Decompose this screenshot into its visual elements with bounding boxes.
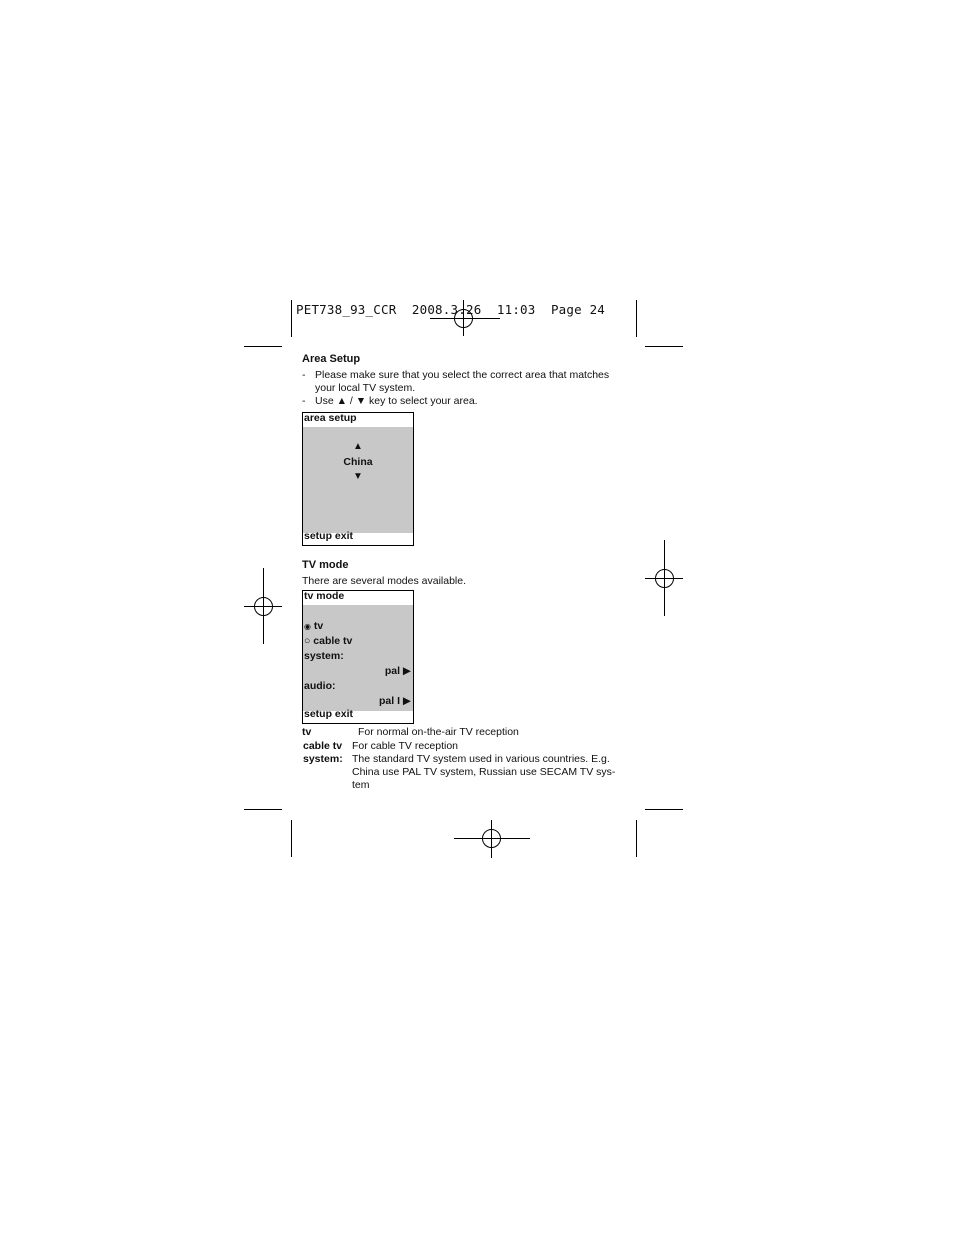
- bullet-text: Use ▲ / ▼ key to select your area.: [315, 395, 478, 407]
- bullet-text: Please make sure that you select the correct area that matches your local TV system.: [315, 369, 610, 394]
- option-tv[interactable]: [304, 620, 323, 632]
- radio-selected-icon: ◉: [304, 622, 311, 631]
- crop-mark: [645, 346, 683, 347]
- crop-mark: [244, 809, 282, 810]
- screen-title: tv mode: [304, 590, 345, 602]
- bullet-marker: -: [302, 395, 306, 407]
- screen-footer: setup exit: [304, 708, 354, 720]
- audio-value[interactable]: pal I ▶: [379, 695, 411, 707]
- definition-text: The standard TV system used in various countries. E.g. China use PAL TV system, Russian use SECAM TV sys-tem: [352, 753, 616, 791]
- registration-mark-bottom: [454, 820, 530, 858]
- system-value[interactable]: pal ▶: [384, 665, 411, 677]
- system-label: system:: [304, 650, 344, 662]
- bullet-marker: -: [302, 369, 306, 381]
- radio-unselected-icon: ○: [304, 635, 311, 647]
- option-label: cable tv: [313, 635, 353, 647]
- screen-content-area: [303, 605, 413, 711]
- screen-title: area setup: [304, 412, 357, 424]
- tv-mode-screen: [302, 590, 414, 724]
- screen-footer: setup exit: [304, 530, 354, 542]
- tv-mode-heading: TV mode: [302, 559, 349, 571]
- crop-mark: [636, 300, 637, 337]
- area-setup-heading: Area Setup: [302, 353, 361, 365]
- crop-mark: [244, 346, 282, 347]
- crop-mark: [645, 809, 683, 810]
- tv-mode-intro: There are several modes available.: [302, 575, 467, 587]
- definition-text: For cable TV reception: [352, 740, 459, 752]
- definition-term: tv: [302, 726, 312, 738]
- screen-content-area: [303, 427, 413, 533]
- option-label: tv: [313, 620, 324, 632]
- area-value: China: [343, 456, 373, 468]
- option-cable-tv[interactable]: [304, 635, 352, 647]
- registration-mark-right: [645, 540, 683, 616]
- down-arrow-icon[interactable]: ▼: [353, 471, 363, 482]
- crop-mark: [291, 300, 292, 337]
- definition-list: [302, 726, 632, 796]
- definition-term: cable tv: [303, 740, 343, 752]
- area-setup-screen: [302, 412, 414, 546]
- crop-mark: [291, 820, 292, 857]
- audio-label: audio:: [304, 680, 336, 692]
- print-slug: PET738_93_CCR 2008.3.26 11:03 Page 24: [296, 302, 606, 317]
- definition-term: system:: [303, 753, 343, 765]
- up-arrow-icon[interactable]: ▲: [353, 441, 363, 452]
- crop-mark: [636, 820, 637, 857]
- definition-text: For normal on-the-air TV reception: [358, 726, 519, 738]
- registration-mark-left: [244, 568, 282, 644]
